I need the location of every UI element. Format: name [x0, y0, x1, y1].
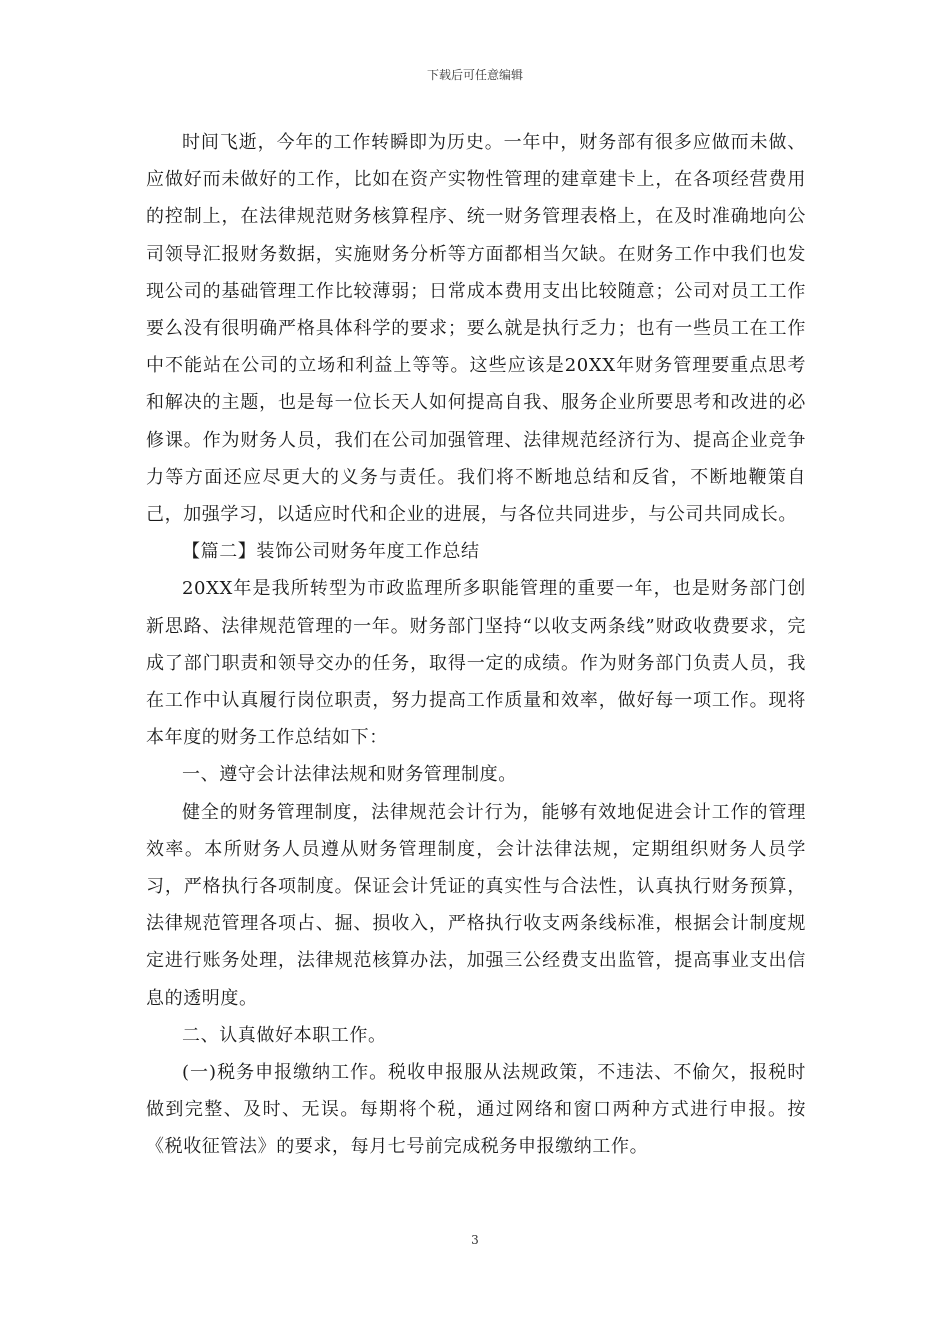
section-heading-part-two: 【篇二】装饰公司财务年度工作总结	[182, 541, 480, 563]
paragraph-accounting-rules: 健全的财务管理制度，法律规范会计行为，能够有效地促进会计工作的管理效率。本所财务人员遵从财务管理制度，会计法律法规，定期组织财务人员学习，严格执行各项制度。保证会计凭证的真实性与合法性，认真执行财务预算，法律规范管理各项占、掘、损收入，严格执行收支两条线标准，根据会计制度规定进行账务处理，法律规范核算办法，加强三公经费支出监管，提高事业支出信息的透明度。	[146, 801, 806, 1009]
page-number: 3	[471, 1233, 479, 1247]
paragraph-summary: 时间飞逝，今年的工作转瞬即为历史。一年中，财务部有很多应做而未做、应做好而未做好的工作，比如在资产实物性管理的建章建卡上，在各项经营费用的控制上，在法律规范财务核算程序、统一财务管理表格上，在及时准确地向公司领导汇报财务数据，实施财务分析等方面都相当欠缺。在财务工作中我们也发现公司的基础管理工作比较薄弱；日常成本费用支出比较随意；公司对员工工作要么没有很明确严格具体科学的要求；要么就是执行乏力；也有一些员工在工作中不能站在公司的立场和利益上等等。这些应该是20XX年财务管理要重点思考和解决的主题，也是每一位长天人如何提高自我、服务企业所要思考和改进的必修课。作为财务人员，我们在公司加强管理、法律规范经济行为、提高企业竞争力等方面还应尽更大的义务与责任。我们将不断地总结和反省，不断地鞭策自己，加强学习，以适应时代和企业的进展，与各位共同进步，与公司共同成长。	[146, 132, 806, 526]
page-header-note: 下载后可任意编辑	[426, 68, 523, 82]
document-body	[146, 124, 806, 1166]
heading-item-one: 一、遵守会计法律法规和财务管理制度。	[182, 764, 517, 786]
paragraph-tax-filing: (一)税务申报缴纳工作。税收申报服从法规政策，不违法、不偷欠，报税时做到完整、及时、无误。每期将个税，通过网络和窗口两种方式进行申报。按《税收征管法》的要求，每月七号前完成税务申报缴纳工作。	[146, 1062, 806, 1158]
heading-item-two: 二、认真做好本职工作。	[182, 1024, 387, 1046]
paragraph-intro: 20XX年是我所转型为市政监理所多职能管理的重要一年，也是财务部门创新思路、法律规范管理的一年。财务部门坚持“以收支两条线”财政收费要求，完成了部门职责和领导交办的任务，取得一定的成绩。作为财务部门负责人员，我在工作中认真履行岗位职责，努力提高工作质量和效率，做好每一项工作。现将本年度的财务工作总结如下：	[146, 578, 806, 749]
